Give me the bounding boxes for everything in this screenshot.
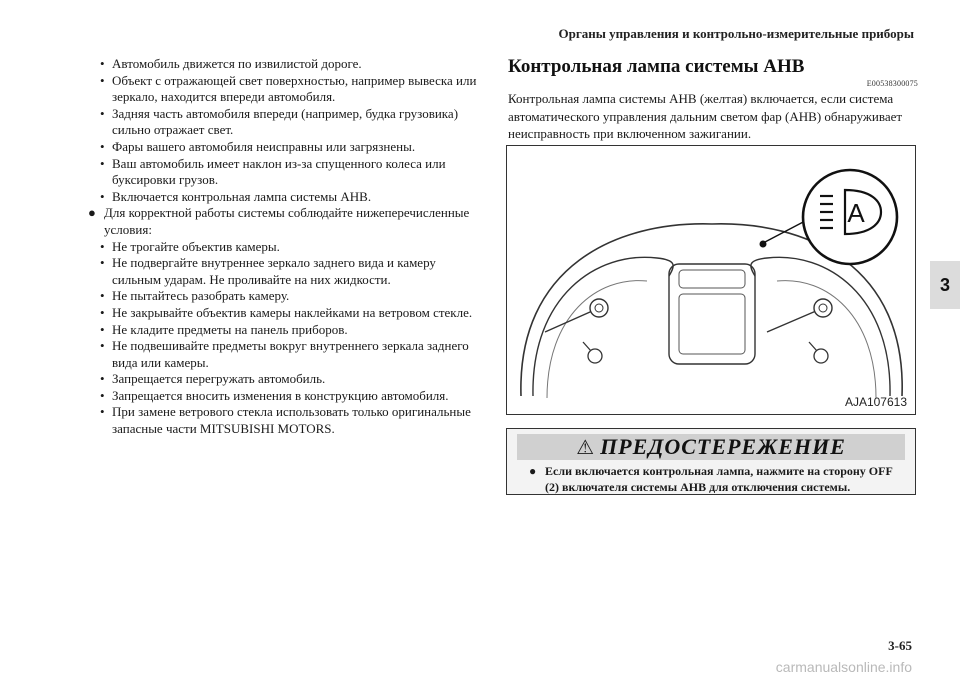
section-title: Контрольная лампа системы AHB xyxy=(508,56,805,77)
list-item: • Запрещается вносить изменения в конструкцию автомобиля. xyxy=(100,387,449,403)
left-small-hub xyxy=(588,349,602,363)
warning-header xyxy=(517,434,905,460)
left-column xyxy=(88,56,482,438)
list-item: • Автомобиль движется по извилистой дороге. xyxy=(100,56,362,71)
left-hub xyxy=(590,299,608,317)
warning-box xyxy=(506,428,916,495)
warning-text: ● Если включается контрольная лампа, нажмите на сторону OFF (2) включателя системы AHB для отключения системы. xyxy=(529,464,893,494)
warning-title: ПРЕДОСТЕРЕЖЕНИЕ xyxy=(600,434,846,459)
figure-code: AJA107613 xyxy=(844,395,907,409)
left-gauge-rim xyxy=(533,257,673,396)
note-paragraph: ● Для корректной работы системы соблюдайте нижеперечисленные условия: xyxy=(88,205,470,237)
list-item: • Не трогайте объектив камеры. xyxy=(100,238,280,254)
ahb-icon-letter: A xyxy=(847,198,865,228)
center-display xyxy=(669,264,755,364)
chapter-tab xyxy=(930,261,960,309)
list-item: • Задняя часть автомобиля впереди (например, будка грузовика) сильно отражает свет. xyxy=(100,105,459,138)
list-item: • Запрещается перегружать автомобиль. xyxy=(100,371,326,387)
section-body: Контрольная лампа системы AHB (желтая) включается, если система автоматического управления дальним светом фар (AHB) обнаруживает неисправность при включенном зажигании. xyxy=(508,91,903,141)
section-code: E00538300075 xyxy=(866,79,918,88)
warning-icon: ⚠ xyxy=(576,435,595,459)
list-item: • Не кладите предметы на панель приборов. xyxy=(100,321,348,337)
list-item: • Не закрывайте объектив камеры наклейками на ветровом стекле. xyxy=(100,304,473,320)
list-item: • Включается контрольная лампа системы AHB. xyxy=(100,188,372,204)
right-gauge-rim xyxy=(751,257,890,396)
instrument-cluster-figure xyxy=(506,145,916,415)
right-small-hub xyxy=(814,349,828,363)
right-column xyxy=(508,56,918,143)
watermark: carmanualsonline.info xyxy=(775,659,912,675)
right-hub xyxy=(814,299,832,317)
list-item: • Не подвергайте внутреннее зеркало заднего вида и камеру сильным ударам. Не проливайте на них жидкости. xyxy=(100,255,436,287)
chapter-number: 3 xyxy=(939,274,950,295)
list-item: • Не подвешивайте предметы вокруг внутреннего зеркала заднего вида или камеры. xyxy=(100,338,469,370)
leader-line xyxy=(765,220,807,242)
list-item: • Фары вашего автомобиля неисправны или загрязнены. xyxy=(100,138,416,154)
page-number: 3-65 xyxy=(888,638,912,653)
list-item: • Не пытайтесь разобрать камеру. xyxy=(100,288,290,304)
list-item: • При замене ветрового стекла использовать только оригинальные запасные части MITSUBISHI MOTORS. xyxy=(100,404,471,437)
list-item: • Ваш автомобиль имеет наклон из-за спущенного колеса или буксировки грузов. xyxy=(100,155,446,188)
page-header: Органы управления и контрольно-измерительные приборы xyxy=(558,26,914,41)
instrument-cluster-illustration xyxy=(507,146,915,414)
list-item: • Объект с отражающей свет поверхностью, например вывеска или зеркало, находится впереди автомобиля. xyxy=(100,72,477,105)
